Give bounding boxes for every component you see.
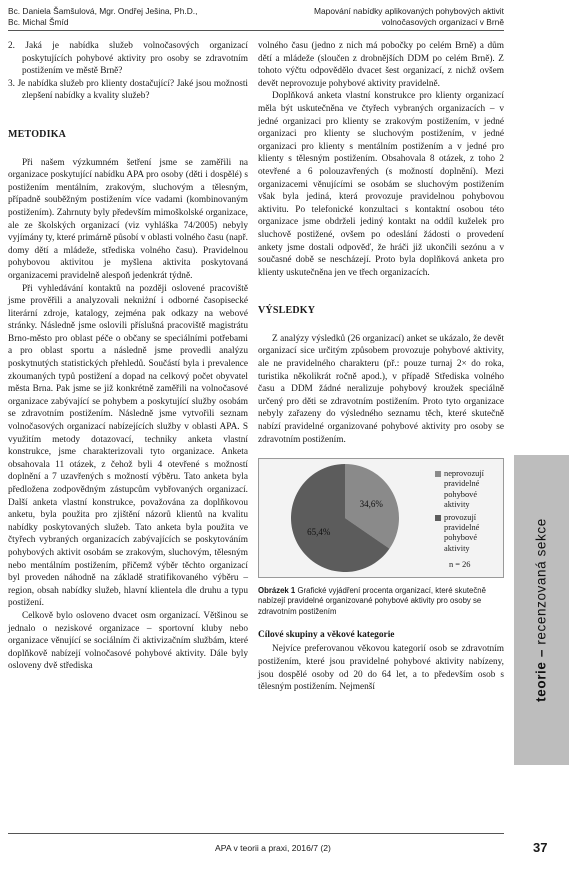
caption-label: Obrázek 1 (258, 586, 296, 596)
caption-text: Grafické vyjádření procenta organizací, které skutečně nabízejí pravidelné organizované pohybové aktivity pro osoby se zdravotním postižením (258, 586, 486, 616)
legend-swatch (435, 471, 441, 477)
list-item: 2. Jaká je nabídka služeb volnočasových organizací poskytujících pohybové aktivity pro osoby se zdravotním postižením ve městě Brně? (8, 41, 248, 77)
figure-caption (258, 586, 504, 617)
research-questions-list (8, 40, 248, 103)
authors-line-2: Bc. Michal Šmíd (8, 16, 69, 27)
legend-label: provozují pravidelné pohybové aktivity (444, 513, 480, 553)
paragraph: Při vyhledávání kontaktů na později oslovené pracoviště jsme prověřili a analyzovali nekniżní i odborné časopisecké literární zdroje, katalogy, zejména pak odkazy na webové stránky. Následně jsme oslovili příslušná pracoviště magistrátu Brno-město pro oblast péče o občany se speciálními potřebami a pro oblast sportu a následně jsme provedli analýzu poskytnutých statistických přehledů. Součástí byla i prevalence zkoumaných typů postižení a dopad na celkový počet obyvatel města Brna. Pak jsme se již konkrétně zaměřili na volnočasové organizace zabývající se pohybem a poskytující služby osobám se zdravotním postižením. Následně jsme vytvořili seznam volnočasových organizací nabízejících služby v oblasti APA. S využitím metody dotazovací, techniky anketa vlastní konstrukce, jsme charakterizovali tyto organizace. Anketa obsahovala 11 otázek, z čehož byli 4 otevřené s možností doplnění a 7 uzavřených s možností výběru. Tato anketa byla předložena zodpovědným zástupcům vybřovaných organizací. Další anketa vlastní konstrukce, považována za doplňkovou anketu, byla použita pro zjištění názorů klientů na kvalitu nabídky poskytovaných služeb. Tato anketa byla použita ve čtyřech vybraných organizacích zabývajících se poskytováním pohybových aktivit osobám se zrakovým, sluchovým, tělesným nebo mentálním postižením, přičemž výběr těchto organizací byl proveden náhodně na základě stratifikovaného výběru – region, obsah nabídky služeb, hlavní klientela dle druhu a typu postižení. (8, 283, 248, 609)
title-line-2: volnočasových organizací v Brně (381, 16, 504, 27)
footer-rule (8, 833, 504, 834)
pie-slice-label: 34,6% (359, 499, 383, 510)
legend-item (435, 469, 503, 510)
section-side-label (534, 518, 549, 702)
title-line-1: Mapování nabídky aplikovaných pohybových aktivit (314, 6, 504, 16)
side-label-dash: – (533, 644, 549, 662)
header-rule (8, 30, 504, 31)
pie-chart-figure (258, 458, 504, 578)
pie-chart (259, 459, 433, 577)
subheading-target-groups: Cílové skupiny a věkové kategorie (258, 629, 395, 640)
legend-item (435, 513, 503, 554)
header-title (314, 6, 504, 27)
section-heading-metodika: METODIKA (8, 128, 67, 140)
side-label-bold: teorie (533, 661, 549, 702)
journal-name: APA v teorii a praxi, 2016/7 (2) (215, 843, 331, 853)
section-heading-vysledky: VÝSLEDKY (258, 305, 316, 317)
paragraph: Při našem výzkumném šetření jsme se zaměřili na organizace poskytující nabídku APA pro osoby (děti i dospělé) s postižením mentálním, zrakovým, sluchovým a tělesným, případně souběžným postižením více vadami (kombinovaným postižením). Zahrnuty byly především mimoškolské organizace, ale ze školských organizací (viz vyhláška 74/2005) nebyly vyjímány ty, které primárně působí v oblasti volného času (např. domy dětí a mládeže, střediska volného času). Pravidelnou pohybovou aktivitou je myšlena aktivita poskytovaná organizacemi pravidelně alespoň jedenkrát týdně. (8, 157, 248, 281)
side-label-light: recenzovaná sekce (533, 518, 549, 645)
paragraph: Celkově bylo osloveno dvacet osm organizací. Většinou se jednalo o neziskové organizace – sportovní kluby nebo organizace věnující se sociálním či aktivizačním službám, které doplňkově nabízejí volnočasové pohybové aktivity. Dále byly osloveny dvě střediska (8, 610, 248, 672)
chart-legend (435, 469, 503, 557)
paragraph: Nejvíce preferovanou věkovou kategorií osob se zdravotním postižením, které jsou pravidelné pohybové aktivity nabízeny, jsou dospělé osoby od 20 do 64 let, a to především osob s tělesným postižením. Nejmenší (258, 644, 504, 693)
legend-swatch (435, 515, 441, 521)
page-number: 37 (533, 840, 548, 855)
header-authors (8, 6, 197, 27)
paragraph: Z analýzy výsledků (26 organizací) anket se ukázalo, že devět organizací sice určitým způsobem provozuje pohybové aktivity, ale ne pravidelného charakteru (př.: pouze turnaj 2× do roka, turistika několikrát ročně apod.), v případě Střediska volného času a DDM žádné neralizuje pohybový kroužek speciálně určený pro děti se zdravotním postižením. Proto tyto organizace nebyly zařazeny do výsledného seznamu těch, které skutečně nabízí pravidelné organizované pohybové aktivity pro osoby se zdravotním postižením. (258, 333, 504, 445)
legend-label: neprovozují pravidelné pohybové aktivity (444, 469, 485, 509)
paragraph: volného času (jedno z nich má pobočky po celém Brně) a dům dětí a mládeže (sloučen z drobnějších DDM po celém Brně). Z tohoto výčtu odpovědělo dvacet šest organizací, z nichž ovšem devět neprovozuje pohybové aktivity pravidelně. (258, 41, 504, 89)
list-item: 3. Je nabídka služeb pro klienty dostačující? Jaké jsou možnosti zlepšení nabídky a kvality služeb? (8, 78, 248, 102)
paragraph: Doplňková anketa vlastní konstrukce pro klienty organizací měla být uskutečněna ve čtyřech vybraných organizacích – v jedné organizaci pro klienty se zrakovým postižením, v jedné organizaci pro klienty se sluchovým postižením, v jedné organizaci pro klienty s mentálním postižením a v jedné pro klienty s tělesným postižením. Obsahovala 8 otázek, z toho 2 otevřené a 6 polouzavřených (s možností doplnění). Mezi organizacemi věnujícími se osobám se sluchovým postižením však byla jediná, která provozuje pravidelnou pohybovou aktivitu. Po telefonické konzultaci s kontaktní osobou této organizace jsme obdrželi jediný kontakt na oddíl kuželek pro sluchově postižené, ovšem po odeslání žádosti o provedení ankety jsme dostali odpověď, že hráči již ukončili sezónu a v současné době se nescházejí. Proto byla doplňková anketa pro klienty uskutečněna jen ve třech organizacích. (258, 91, 504, 278)
left-column (8, 40, 248, 673)
right-column (258, 40, 504, 694)
authors-line-1: Bc. Daniela Šamšulová, Mgr. Ondřej Ješina, Ph.D., (8, 6, 198, 16)
pie-slice-label: 65,4% (307, 527, 331, 538)
sample-size-note: n = 26 (449, 560, 471, 570)
